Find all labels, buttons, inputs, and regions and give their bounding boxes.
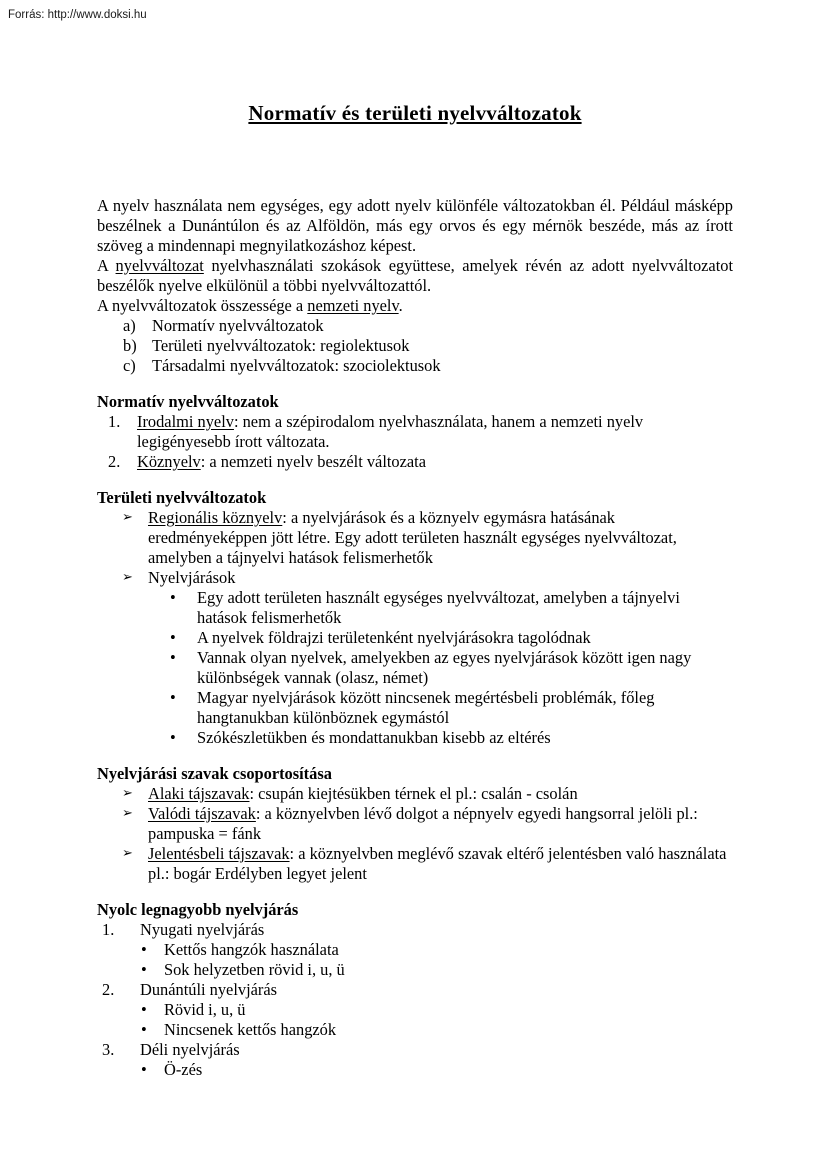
list-item-text: A nyelvek földrajzi területenként nyelvjárásokra tagolódnak — [197, 628, 591, 647]
dot-bullet-icon: • — [170, 728, 176, 747]
paragraph-text: . — [398, 296, 403, 315]
list-item-text — [137, 412, 733, 452]
page-title — [97, 100, 733, 126]
list-item-text — [148, 804, 733, 844]
list-item-dialect-note — [97, 688, 733, 728]
list-item-text — [148, 844, 733, 884]
feature-text: Nincsenek kettős hangzók — [164, 1020, 337, 1039]
feature-text: Sok helyzetben rövid i, u, ü — [164, 960, 345, 979]
feature-text: Kettős hangzók használata — [164, 940, 339, 959]
list-marker: b) — [123, 336, 137, 355]
list-item-dialect-note — [97, 628, 733, 648]
list-item-jelentesbeli-tajszavak — [97, 844, 733, 884]
list-item-text — [148, 508, 733, 568]
list-item-feature — [97, 940, 733, 960]
list-item-nyelvjarasok — [97, 568, 733, 588]
list-item-dialect-note — [97, 728, 733, 748]
list-marker: 1. — [102, 920, 115, 939]
paragraph-text: nyelvhasználati szokások együttese, amelyek révén az adott nyelvváltozatot beszélők nyelve elkülönül a többi nyelvváltozattól. — [97, 256, 734, 295]
dot-bullet-icon: • — [170, 628, 176, 647]
list-item-text: Magyar nyelvjárások között nincsenek megértésbeli problémák, főleg hangtanukban különböznek egymástól — [197, 688, 655, 727]
arrow-bullet-icon: ➢ — [122, 570, 133, 585]
underlined-term-nyelvvaltozat: nyelvváltozat — [115, 256, 204, 275]
dot-bullet-icon: • — [170, 588, 176, 607]
list-item-text — [148, 784, 733, 804]
term-definition: : a nemzeti nyelv beszélt változata — [200, 452, 427, 471]
list-item-feature — [97, 1000, 733, 1020]
arrow-bullet-icon: ➢ — [122, 806, 133, 821]
term-definition: : a nyelvjárások és a köznyelv egymásra hatásának eredményeképpen jött létre. Egy adott területen használt egységes nyelvváltozat, amelyben a tájnyelvi hatások felismerhetők — [148, 508, 677, 567]
page-title-text: Normatív és területi nyelvváltozatok — [248, 101, 582, 125]
list-item-alaki-tajszavak — [97, 784, 733, 804]
list-item-normativ — [97, 316, 733, 336]
list-item-dialect-note — [97, 648, 733, 688]
dialect-name: Nyugati nyelvjárás — [140, 920, 265, 939]
dot-bullet-icon: • — [170, 688, 176, 707]
intro-paragraph-1: A nyelv használata nem egységes, egy adott nyelv különféle változatokban él. Például másképp beszélnek a Dunántúlon és az Alföldön, más egy orvos és egy mérnök beszéde, más az írott szöveg a mindennapi megnyilatkozáshoz képest. — [97, 196, 733, 255]
underlined-term: Valódi tájszavak — [148, 804, 256, 823]
list-item-feature — [97, 960, 733, 980]
list-item-regionalis-koznyelv — [97, 508, 733, 568]
section-heading-territorial: Területi nyelvváltozatok — [97, 488, 267, 507]
list-item-text: Vannak olyan nyelvek, amelyekben az egyes nyelvjárások között igen nagy különbségek vannak (olasz, német) — [197, 648, 692, 687]
list-item-teruleti — [97, 336, 733, 356]
underlined-term: Köznyelv — [137, 452, 201, 471]
underlined-term: Regionális köznyelv — [148, 508, 283, 527]
section-heading-dialect-words: Nyelvjárási szavak csoportosítása — [97, 764, 332, 783]
list-marker: 1. — [108, 412, 121, 431]
section-heading-eight-dialects: Nyolc legnagyobb nyelvjárás — [97, 900, 299, 919]
dot-bullet-icon: • — [141, 1060, 147, 1079]
feature-text: Rövid i, u, ü — [164, 1000, 246, 1019]
list-item-feature — [97, 1020, 733, 1040]
underlined-term: Jelentésbeli tájszavak — [148, 844, 290, 863]
document-content — [97, 0, 733, 1080]
section-heading-normative: Normatív nyelvváltozatok — [97, 392, 279, 411]
list-item-irodalmi-nyelv — [97, 412, 733, 452]
dot-bullet-icon: • — [141, 1000, 147, 1019]
intro-paragraph-2 — [97, 256, 733, 296]
list-marker: 3. — [102, 1040, 115, 1059]
source-watermark: Forrás: http://www.doksi.hu — [8, 9, 147, 21]
underlined-term: Irodalmi nyelv — [137, 412, 234, 431]
list-item-nyugati — [97, 920, 733, 940]
dot-bullet-icon: • — [141, 1020, 147, 1039]
term-definition: : a köznyelvben meglévő szavak eltérő jelentésben való használata pl.: bogár Erdélyben legyet jelent — [148, 844, 727, 883]
dot-bullet-icon: • — [141, 960, 147, 979]
list-item-tarsadalmi — [97, 356, 733, 376]
arrow-bullet-icon: ➢ — [122, 510, 133, 525]
list-item-text: Nyelvjárások — [148, 568, 236, 587]
list-item-valodi-tajszavak — [97, 804, 733, 844]
list-item-text: Szókészletükben és mondattanukban kisebb az eltérés — [197, 728, 551, 747]
list-item-dunantuli — [97, 980, 733, 1000]
term-definition: : csupán kiejtésükben térnek el pl.: csalán - csolán — [249, 784, 578, 803]
list-item-text: Társadalmi nyelvváltozatok: szociolektusok — [152, 356, 441, 375]
list-marker: 2. — [108, 452, 121, 471]
list-marker: c) — [123, 356, 136, 375]
list-marker: a) — [123, 316, 136, 335]
list-item-koznyelv — [97, 452, 733, 472]
list-item-text: Területi nyelvváltozatok: regiolektusok — [152, 336, 410, 355]
underlined-term: Alaki tájszavak — [148, 784, 250, 803]
dot-bullet-icon: • — [170, 648, 176, 667]
list-marker: 2. — [102, 980, 115, 999]
underlined-term-nemzeti-nyelv: nemzeti nyelv — [307, 296, 399, 315]
term-definition: : nem a szépirodalom nyelvhasználata, hanem a nemzeti nyelv legigényesebb írott változata. — [137, 412, 644, 451]
paragraph-text: A nyelvváltozatok összessége a — [97, 296, 308, 315]
arrow-bullet-icon: ➢ — [122, 786, 133, 801]
list-item-text: Normatív nyelvváltozatok — [152, 316, 324, 335]
dialect-name: Déli nyelvjárás — [140, 1040, 240, 1059]
list-item-text: Egy adott területen használt egységes nyelvváltozat, amelyben a tájnyelvi hatások felismerhetők — [197, 588, 680, 627]
list-item-feature — [97, 1060, 733, 1080]
list-item-deli — [97, 1040, 733, 1060]
feature-text: Ö-zés — [164, 1060, 203, 1079]
paragraph-text: A — [97, 256, 116, 275]
dialect-name: Dunántúli nyelvjárás — [140, 980, 278, 999]
intro-paragraph-3 — [97, 296, 733, 316]
list-item-text — [137, 452, 733, 472]
dot-bullet-icon: • — [141, 940, 147, 959]
list-item-dialect-note — [97, 588, 733, 628]
arrow-bullet-icon: ➢ — [122, 846, 133, 861]
term-definition: : a köznyelvben lévő dolgot a népnyelv egyedi hangsorral jelöli pl.: pampuska = fánk — [148, 804, 698, 843]
